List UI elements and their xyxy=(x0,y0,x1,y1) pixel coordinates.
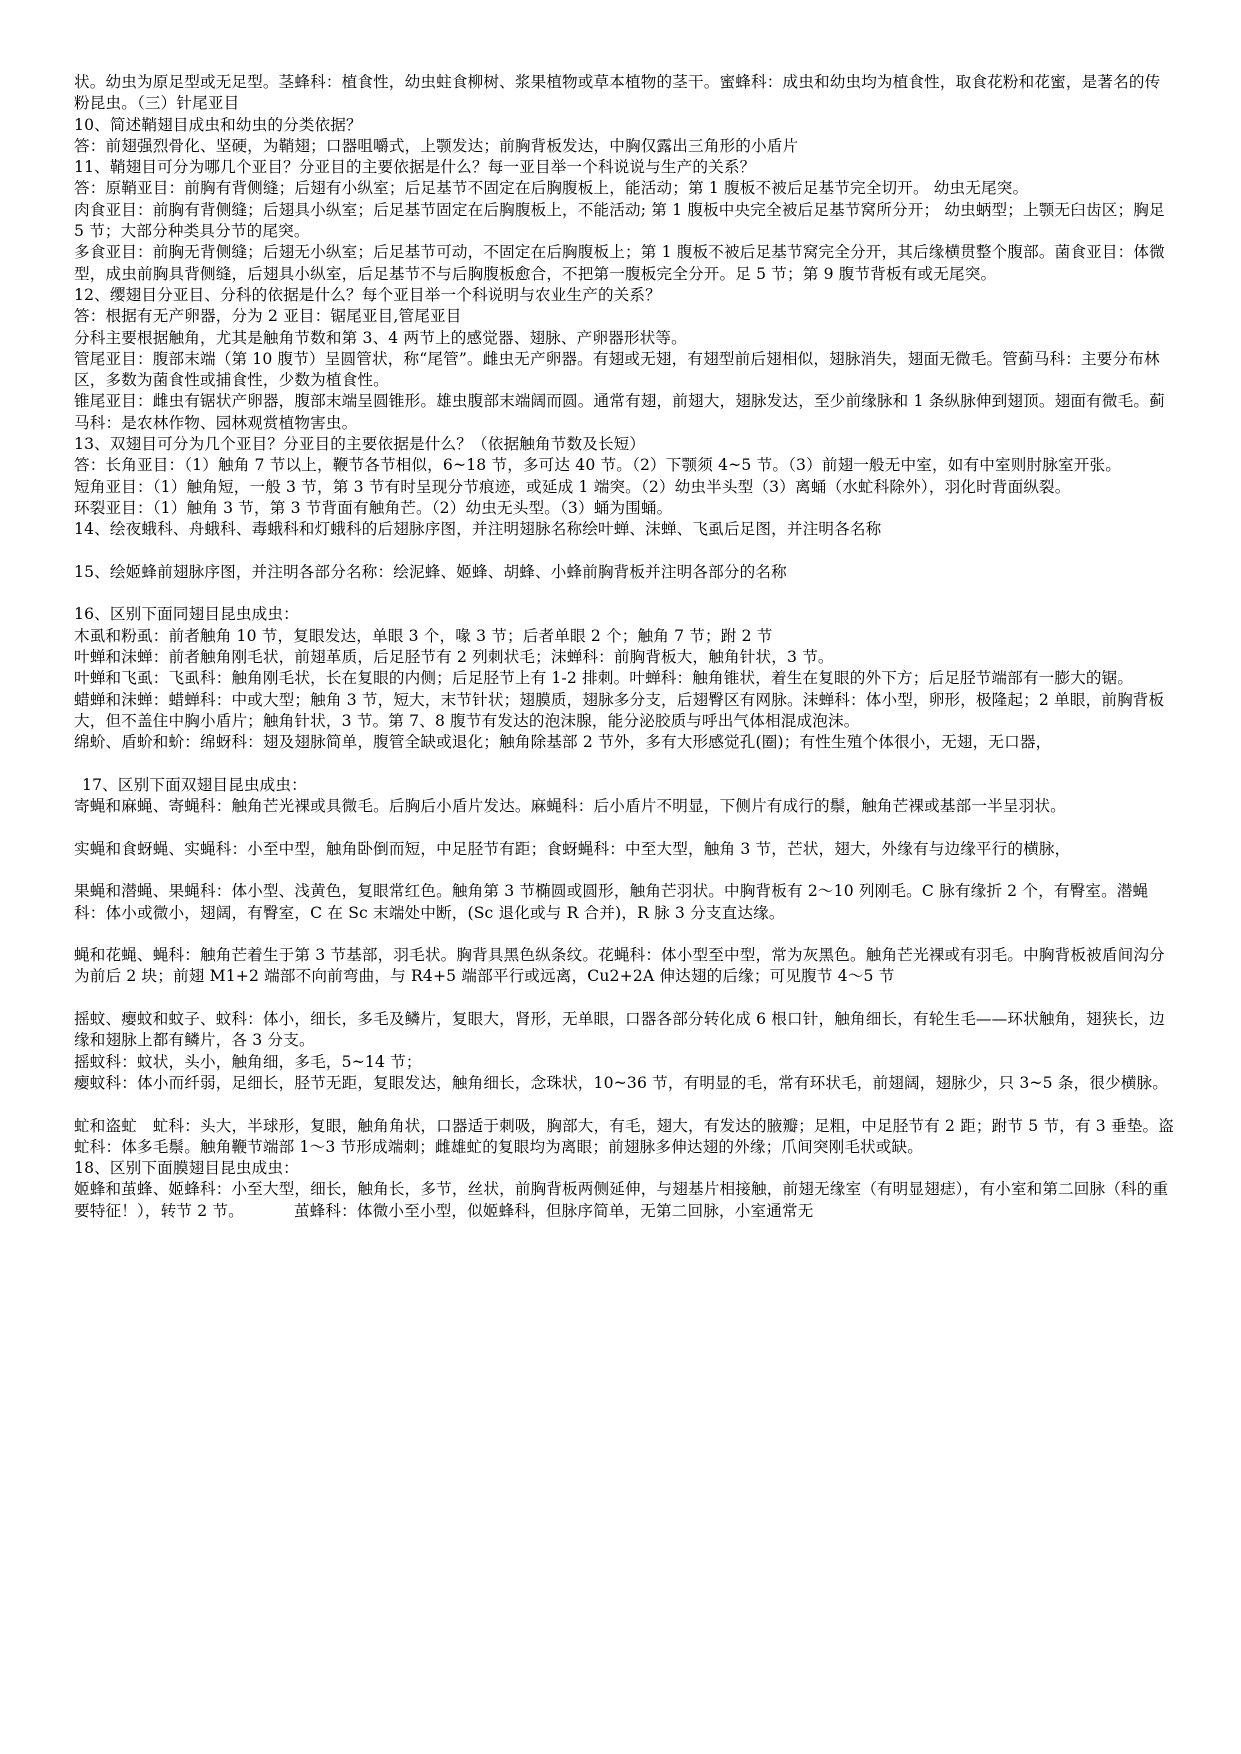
question-heading: 10、简述鞘翅目成虫和幼虫的分类依据？ xyxy=(74,115,362,134)
answer-text: 叶蝉和飞虱：飞虱科：触角刚毛状，长在复眼的内侧；后足胫节上有 1-2 排刺。叶蝉科：触角锥状，着生在复眼的外下方；后足胫节端部有一膨大的锯。 xyxy=(74,669,1134,688)
answer-text: 管尾亚目：腹部末端（第 10 腹节）呈圆管状，称“尾管”。雌虫无产卵器。有翅或无翅，有翅型前后翅相似，翅脉消失，翅面无微毛。管蓟马科：主要分布林区，多数为菌食性或捕食性，少数为植食性。 xyxy=(74,349,1160,390)
blank-line xyxy=(74,1094,1174,1115)
question-heading: 18、区别下面膜翅目昆虫成虫： xyxy=(74,1159,299,1178)
question-heading: 15、绘姬蜂前翅脉序图，并注明各部分名称：绘泥蜂、姬蜂、胡蜂、小蜂前胸背板并注明各部分的名称 xyxy=(74,562,787,581)
answer-text: 绵蚧、盾蚧和蚧：绵蚜科：翅及翅脉简单，腹管全缺或退化；触角除基部 2 节外，多有大形感觉孔(圈)；有性生殖个体很小，无翅，无口器， xyxy=(74,733,1052,752)
answer-text: 环裂亚目：（1）触角 3 节，第 3 节背面有触角芒。（2）幼虫无头型。（3）蛹为围蛹。 xyxy=(74,498,673,517)
answer-segment: 姬蜂和茧蜂、姬蜂科：小至大型，细长，触角长，多节，丝状，前胸背板两侧延伸，与翅基片相接触，前翅无缘室（有明显翅痣），有小室和第二回脉（科的重要特征！），转节 2 节。 xyxy=(74,1180,1169,1220)
blank-line xyxy=(74,817,1174,838)
answer-text: 寄蝇和麻蝇、寄蝇科：触角芒光裸或具微毛。后胸后小盾片发达。麻蝇科：后小盾片不明显，下侧片有成行的鬃，触角芒裸或基部一半呈羽状。 xyxy=(74,797,1066,816)
answer-text: 瘿蚊科：体小而纤弱，足细长，胫节无距，复眼发达，触角细长，念珠状，10~36 节，有明显的毛，常有环状毛，前翅阔，翅脉少，只 3~5 条，很少横脉。 xyxy=(74,1073,1169,1092)
question-heading: 16、区别下面同翅目昆虫成虫： xyxy=(74,605,299,624)
answer-text: 虻和盗虻 虻科：头大，半球形，复眼，触角角状，口器适于刺吸，胸部大，有毛，翅大，有发达的腋瓣；足粗，中足胫节有 2 距；跗节 5 节，有 3 垂垫。盗虻科：体多毛鬃。触角鞭节端部 1～3 节形成端刺；雌雄虻的复眼均为离眼；前翅脉多伸达翅的外缘；爪间突刚毛状或缺。 xyxy=(74,1116,1174,1156)
question-heading: 17、区别下面双翅目昆虫成虫： xyxy=(82,775,307,794)
document-page xyxy=(74,72,1174,1222)
answer-text: 锥尾亚目：雌虫有锯状产卵器，腹部末端呈圆锥形。雄虫腹部末端阔而圆。通常有翅，前翅大，翅脉发达，至少前缘脉和 1 条纵脉伸到翅顶。翅面有微毛。蓟马科：是农林作物、园林观赏植物害虫。 xyxy=(74,392,1165,432)
answer-text: 摇蚊、瘿蚊和蚊子、蚊科：体小，细长，多毛及鳞片，复眼大，肾形，无单眼，口器各部分转化成 6 根口针，触角细长，有轮生毛——环状触角，翅狭长，边缘和翅脉上都有鳞片，各 3 分支。 xyxy=(74,1010,1165,1050)
answer-text: 蜡蝉和沫蝉：蜡蝉科：中或大型；触角 3 节，短大，末节针状；翅膜质，翅脉多分支，后翅臀区有网脉。沫蝉科：体小型，卵形，极隆起；2 单眼，前胸背板大，但不盖住中胸小盾片；触角针状，3 节。第 7、8 腹节有发达的泡沫腺，能分泌胶质与呼出气体相混成泡沫。 xyxy=(74,690,1165,730)
answer-text: 肉食亚目：前胸有背侧缝；后翅具小纵室；后足基节固定在后胸腹板上，不能活动; 第 1 腹板中央完全被后足基节窝所分开； 幼虫蛃型；上颚无臼齿区；胸足 5 节；大部分种类具分节的尾突。 xyxy=(74,200,1165,241)
answer-text xyxy=(74,1179,1174,1222)
answer-text: 蝇和花蝇、蝇科：触角芒着生于第 3 节基部，羽毛状。胸背具黑色纵条纹。花蝇科：体小型至中型，常为灰黑色。触角芒光裸或有羽毛。中胸背板被盾间沟分为前后 2 块；前翅 M1+2 端部不向前弯曲，与 R4+5 端部平行或远离，Cu2+2A 伸达翅的后缘；可见腹节 4～5 节 xyxy=(74,946,1165,986)
text-line: 状。幼虫为原足型或无足型。茎蜂科：植食性，幼虫蛀食柳树、浆果植物或草本植物的茎干。蜜蜂科：成虫和幼虫均为植食性，取食花粉和花蜜，是著名的传粉昆虫。（三）针尾亚目 xyxy=(74,73,1161,113)
blank-line xyxy=(74,754,1174,775)
answer-segment: 茧蜂科：体微小至小型，似姬蜂科，但脉序简单，无第二回脉，小室通常无 xyxy=(293,1201,814,1220)
answer-text: 多食亚目：前胸无背侧缝；后翅无小纵室；后足基节可动，不固定在后胸腹板上；第 1 腹板不被后足基节窝完全分开，其后缘横贯整个腹部。菌食亚目：体微型，成虫前胸具背侧缝，后翅具小纵室，后足基节不与后胸腹板愈合，不把第一腹板完全分开。足 5 节；第 9 腹节背板有或无尾突。 xyxy=(74,243,1165,283)
answer-text: 答：根据有无产卵器，分为 2 亚目：锯尾亚目,管尾亚目 xyxy=(74,307,462,326)
blank-line xyxy=(74,583,1174,604)
blank-line xyxy=(74,541,1174,562)
answer-text: 木虱和粉虱：前者触角 10 节，复眼发达，单眼 3 个，喙 3 节；后者单眼 2 个；触角 7 节；跗 2 节 xyxy=(74,626,773,645)
answer-text: 短角亚目：（1）触角短，一般 3 节，第 3 节有时呈现分节痕迹，或延成 1 端突。（2）幼虫半头型（3）离蛹（水虻科除外），羽化时背面纵裂。 xyxy=(74,477,1071,496)
answer-text: 叶蝉和沫蝉：前者触角刚毛状，前翅革质，后足胫节有 2 列刺状毛；沫蝉科：前胸背板大，触角针状，3 节。 xyxy=(74,648,834,667)
answer-text: 答：长角亚目：（1）触角 7 节以上，鞭节各节相似，6~18 节，多可达 40 节。（2）下颚须 4~5 节。（3）前翅一般无中室，如有中室则肘脉室开张。 xyxy=(74,456,1121,475)
answer-text: 答：前翅强烈骨化、坚硬，为鞘翅；口器咀嚼式，上颚发达；前胸背板发达，中胸仅露出三角形的小盾片 xyxy=(74,136,799,155)
answer-text: 果蝇和潜蝇、果蝇科：体小型、浅黄色，复眼常红色。触角第 3 节椭圆或圆形，触角芒羽状。中胸背板有 2～10 列刚毛。C 脉有缘折 2 个，有臀室。潜蝇科：体小或微小，翅阔，有臀室，C 在 Sc 末端处中断，(Sc 退化或与 R 合并)，R 脉 3 分支直达缘。 xyxy=(74,882,1149,922)
question-heading: 14、绘夜蛾科、舟蛾科、毒蛾科和灯蛾科的后翅脉序图，并注明翅脉名称绘叶蝉、沫蝉、飞虱后足图，并注明各名称 xyxy=(74,520,882,539)
blank-line xyxy=(74,924,1174,945)
blank-line xyxy=(74,988,1174,1009)
answer-text: 摇蚊科：蚊状，头小，触角细，多毛，5~14 节； xyxy=(74,1052,422,1071)
answer-text: 答：原鞘亚目：前胸有背侧缝；后翅有小纵室；后足基节不固定在后胸腹板上，能活动；第 1 腹板不被后足基节完全切开。 幼虫无尾突。 xyxy=(74,179,1029,198)
answer-text: 实蝇和食蚜蝇、实蝇科：小至中型，触角卧倒而短，中足胫节有距；食蚜蝇科：中至大型，触角 3 节，芒状，翅大，外缘有与边缘平行的横脉， xyxy=(74,839,1071,858)
question-heading: 13、双翅目可分为几个亚目？分亚目的主要依据是什么？（依据触角节数及长短） xyxy=(74,435,646,454)
answer-text: 分科主要根据触角，尤其是触角节数和第 3、4 两节上的感觉器、翅脉、产卵器形状等。 xyxy=(74,328,687,347)
blank-line xyxy=(74,860,1174,881)
question-heading: 12、缨翅目分亚目、分科的依据是什么？每个亚目举一个科说明与农业生产的关系？ xyxy=(74,285,661,304)
question-heading: 11、鞘翅目可分为哪几个亚目？分亚目的主要依据是什么？每一亚目举一个科说说与生产的关系？ xyxy=(74,158,756,177)
